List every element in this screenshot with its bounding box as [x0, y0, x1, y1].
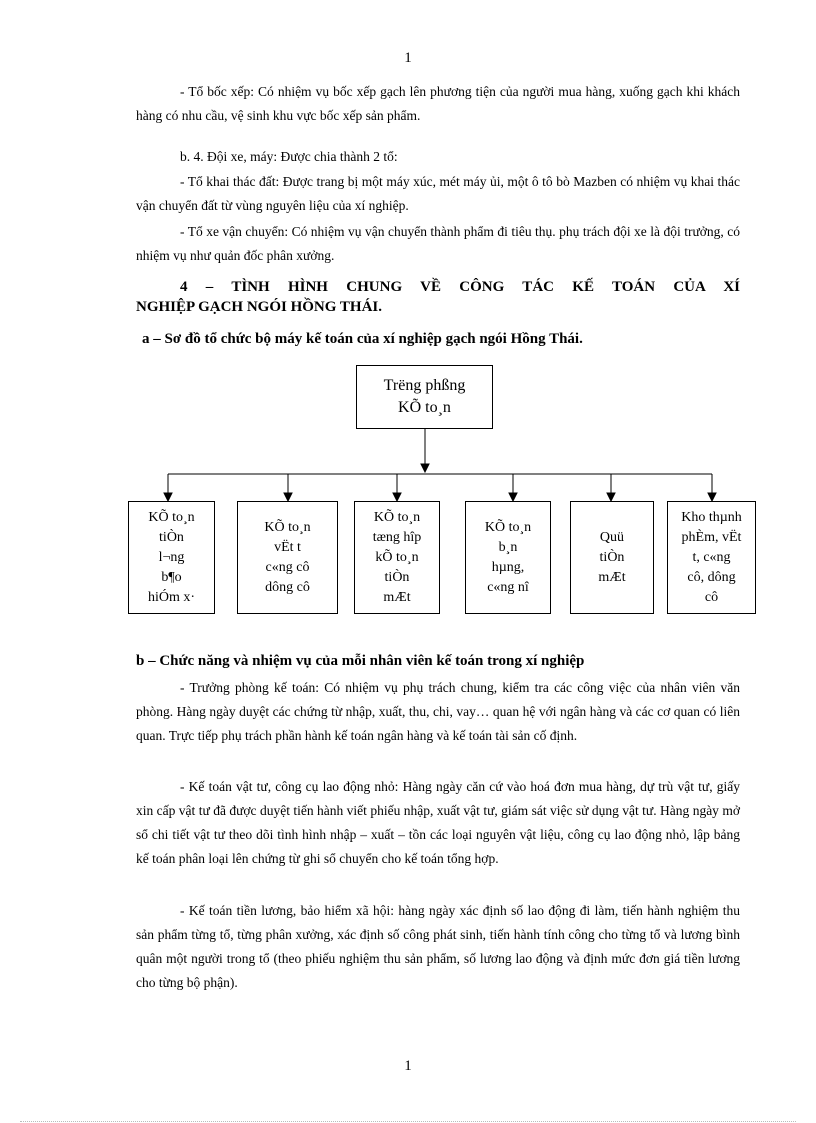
arrow-head-1 — [164, 493, 172, 501]
section-4-heading-line1: 4 – TÌNH HÌNH CHUNG VỀ CÔNG TÁC KẾ TOÁN CỦA XÍ — [180, 279, 740, 295]
paragraph-to-xe-van-chuyen: - Tổ xe vận chuyển: Có nhiệm vụ vận chuyển thành phẩm đi tiêu thụ. phụ trách đội xe là đội trưởng, có nhiệm vụ như quản đốc phân xưởng. — [136, 224, 740, 263]
arrow-head-3 — [393, 493, 401, 501]
page-number-top: 1 — [404, 50, 412, 66]
org-box-cash-fund: Quü tiÒn mÆt — [570, 501, 654, 614]
arrow-head-2 — [284, 493, 292, 501]
paragraph-materials-accountant-duties: - Kế toán vật tư, công cụ lao động nhỏ: Hàng ngày căn cứ vào hoá đơn mua hàng, dự trù vật tư, giấy xin cấp vật tư đã được duyệt tiến hành viết phiếu nhập, xuất vật tư, giám sát việc sử dụng vật tư. Hàng ngày mở sổ chi tiết vật tư theo dõi tình hình nhập – xuất – tồn các loại nguyên vật liệu, công cụ lao động nhỏ, lập bảng kế toán phân loại lên chứng từ ghi sổ chuyển cho kế toán tổng hợp. — [136, 779, 740, 866]
arrow-head-4 — [509, 493, 517, 501]
paragraph-chief-accountant-duties: - Trưởng phòng kế toán: Có nhiệm vụ phụ trách chung, kiểm tra các công việc của nhân viên văn phòng. Hàng ngày duyệt các chứng từ nhập, xuất, thu, chi, vay… quan hệ với ngân hàng và các cơ quan có liên quan. Trực tiếp phụ trách phần hành kế toán ngân hàng và kế toán tài sản cố định. — [136, 680, 740, 743]
arrow-head-top — [421, 464, 429, 472]
page-bottom-divider — [20, 1121, 796, 1122]
page-number-bottom: 1 — [404, 1058, 412, 1074]
paragraph-to-boc-xep: - Tổ bốc xếp: Có nhiệm vụ bốc xếp gạch lên phương tiện của người mua hàng, xuống gạch khi khách hàng có nhu cầu, vệ sinh khu vực bốc xếp sản phẩm. — [136, 84, 740, 123]
subheading-b: b – Chức năng và nhiệm vụ của mỗi nhân viên kế toán trong xí nghiệp — [136, 653, 585, 669]
org-box-sales-accountant: KÕ to¸n b¸n hµng, c«ng nî — [465, 501, 551, 614]
paragraph-doi-xe-may: b. 4. Đội xe, máy: Được chia thành 2 tổ: — [180, 149, 398, 164]
section-4-heading-line2: NGHIỆP GẠCH NGÓI HỒNG THÁI. — [136, 299, 383, 315]
paragraph-to-khai-thac-dat: - Tổ khai thác đất: Được trang bị một máy xúc, mét máy ủi, một ô tô bò Mazben có nhiệm vụ khai thác vận chuyển đất từ vùng nguyên liệu của xí nghiệp. — [136, 174, 740, 213]
arrow-head-6 — [708, 493, 716, 501]
org-box-warehouse: Kho thµnh phÈm, vËt t, c«ng cô, dông cô — [667, 501, 756, 614]
org-box-salary-accountant: KÕ to¸n tiÒn l¬ng b¶o hiÓm x· — [128, 501, 215, 614]
org-box-general-accountant: KÕ to¸n tæng hîp kÕ to¸n tiÒn mÆt — [354, 501, 440, 614]
arrow-head-5 — [607, 493, 615, 501]
subheading-a: a – Sơ đồ tổ chức bộ máy kế toán của xí nghiệp gạch ngói Hồng Thái. — [142, 331, 583, 347]
org-box-chief-accountant: Trëng phßng KÕ to¸n — [356, 365, 493, 429]
paragraph-salary-accountant-duties: - Kế toán tiền lương, bảo hiểm xã hội: hàng ngày xác định số lao động đi làm, tiến hành nghiệm thu sản phẩm từng tổ, từng phân xưởng, xác định số công phát sinh, tiến hành tính công cho từng tổ và lương bình quân một người trong tổ (theo phiếu nghiệm thu sản phẩm, số lương lao động và định mức đơn giá tiền lương cho từng bộ phận). — [136, 903, 740, 990]
org-box-materials-accountant: KÕ to¸n vËt t c«ng cô dông cô — [237, 501, 338, 614]
